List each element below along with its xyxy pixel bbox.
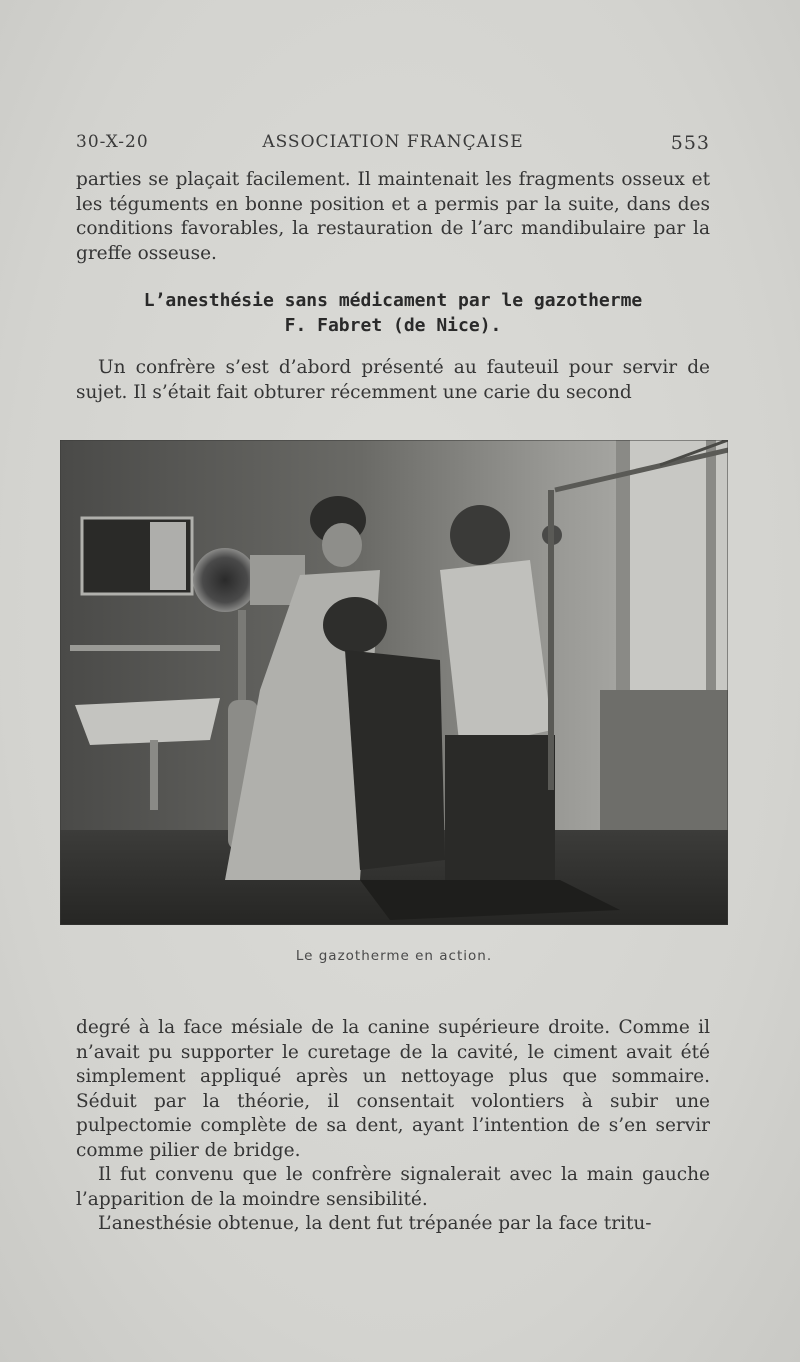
dentist-head — [450, 505, 510, 565]
running-header — [76, 132, 710, 156]
nurse-face — [322, 523, 362, 567]
paragraph-3-text: degré à la face mésiale de la canine supérieure droite. Comme il n’avait pu supporter le curetage de la cavité, le ciment avait été simplement appliqué après un nettoyage plus que sommaire. Séduit par la théorie, il consentait volontiers à subir une pulpectomie complète de sa dent, ayant l’intention de s’en servir comme pilier de bridge. — [76, 1017, 710, 1161]
wall-shelf — [70, 645, 220, 651]
paragraph-4-text: Il fut convenu que le confrère signalerait avec la main gauche l’apparition de la moindre sensibilité. — [76, 1164, 710, 1210]
section-title — [76, 288, 710, 338]
patient-head — [323, 597, 387, 653]
dental-photograph — [60, 440, 728, 925]
radiator-panel — [600, 690, 728, 840]
paragraph-intro — [76, 356, 710, 405]
paragraph-5-text: L’anesthésie obtenue, la dent fut trépanée par la face tritu- — [98, 1213, 652, 1234]
window-frame — [616, 440, 630, 700]
header-title: ASSOCIATION FRANÇAISE — [262, 132, 524, 152]
section-title-line-1: L’anesthésie sans médicament par le gazotherme — [143, 290, 643, 311]
paragraph-continuation — [76, 168, 710, 266]
section-title-line-2: F. Fabret (de Nice). — [284, 315, 502, 336]
wash-basin — [75, 698, 220, 745]
paragraph-2-text: Un confrère s’est d’abord présenté au fauteuil pour servir de sujet. Il s’était fait obturer récemment une carie du second — [76, 357, 710, 403]
figure-caption: Le gazotherme en action. — [295, 948, 493, 964]
dentist-trousers — [445, 735, 555, 885]
paragraph-1-text: parties se plaçait facilement. Il maintenait les fragments osseux et les téguments en bonne position et a permis par la suite, dans des conditions favorables, la restauration de l’arc mandibulaire par la greffe osseuse. — [76, 169, 710, 264]
page-number: 553 — [670, 132, 710, 154]
gazotherme-lamp — [193, 548, 257, 612]
patient-body — [345, 650, 445, 870]
header-date: 30-X-20 — [76, 132, 149, 152]
paragraph-body — [76, 1016, 710, 1237]
